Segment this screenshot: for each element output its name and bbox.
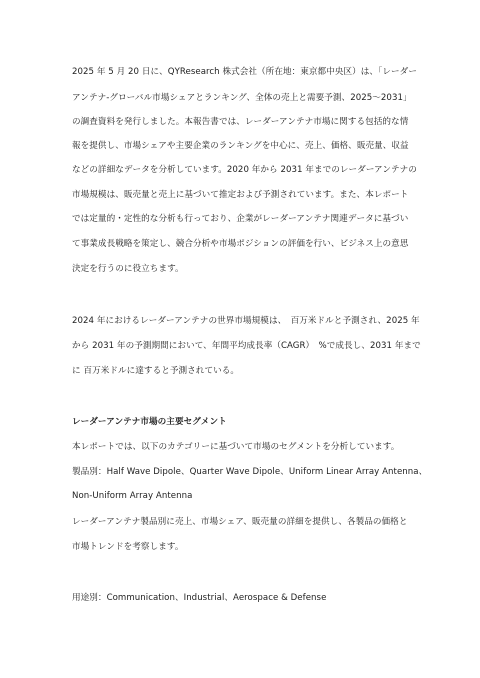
section-heading: レーダーアンテナ市場の主要セグメント	[72, 417, 227, 427]
intro-line: 2025 年 5 月 20 日に、QYResearch 株式会社（所在地：東京都中央区）は、「レーダー	[72, 67, 417, 77]
market-line: に 百万米ドルに達すると予測されている。	[72, 366, 240, 376]
intro-line: では定量的・定性的な分析も行っており、企業がレーダーアンテナ関連データに基づい	[72, 214, 409, 224]
intro-line: アンテナ-グローバル市場シェアとランキング、全体の売上と需要予測、2025～2031」	[72, 93, 412, 103]
product-desc-line: 市場トレンドを考察します。	[72, 542, 184, 552]
intro-line: 決定を行うのに役立ちます。	[72, 264, 184, 274]
market-line: から 2031 年の予測期間において、年間平均成長率（CAGR） %で成長し、2031 年まで	[72, 341, 421, 351]
intro-line: 報を提供し、市場シェアや主要企業のランキングを中心に、売上、価格、販売量、収益	[72, 141, 409, 151]
intro-line: 市場規模は、販売量と売上に基づいて推定および予測されています。また、本レポート	[72, 190, 409, 200]
intro-line: などの詳細なデータを分析しています。2020 年から 2031 年までのレーダーアンテナの	[72, 165, 417, 175]
application-line: 用途別：Communication、Industrial、Aerospace & Defense	[72, 593, 327, 603]
product-desc-line: レーダーアンテナ製品別に売上、市場シェア、販売量の詳細を提供し、各製品の価格と	[72, 517, 408, 527]
intro-line: て事業成長戦略を策定し、競合分析や市場ポジションの評価を行い、ビジネス上の意思	[72, 239, 409, 249]
product-line: Non-Uniform Array Antenna	[72, 491, 193, 501]
market-line: 2024 年におけるレーダーアンテナの世界市場規模は、 百万米ドルと予測され、2025 年	[72, 316, 420, 326]
intro-line: の調査資料を発行しました。本報告書では、レーダーアンテナ市場に関する包括的な情	[72, 117, 409, 127]
product-line: 製品別：Half Wave Dipole、Quarter Wave Dipole、Uniform Linear Array Antenna、	[72, 467, 428, 477]
segment-intro: 本レポートでは、以下のカテゴリーに基づいて市場のセグメントを分析しています。	[72, 442, 400, 452]
